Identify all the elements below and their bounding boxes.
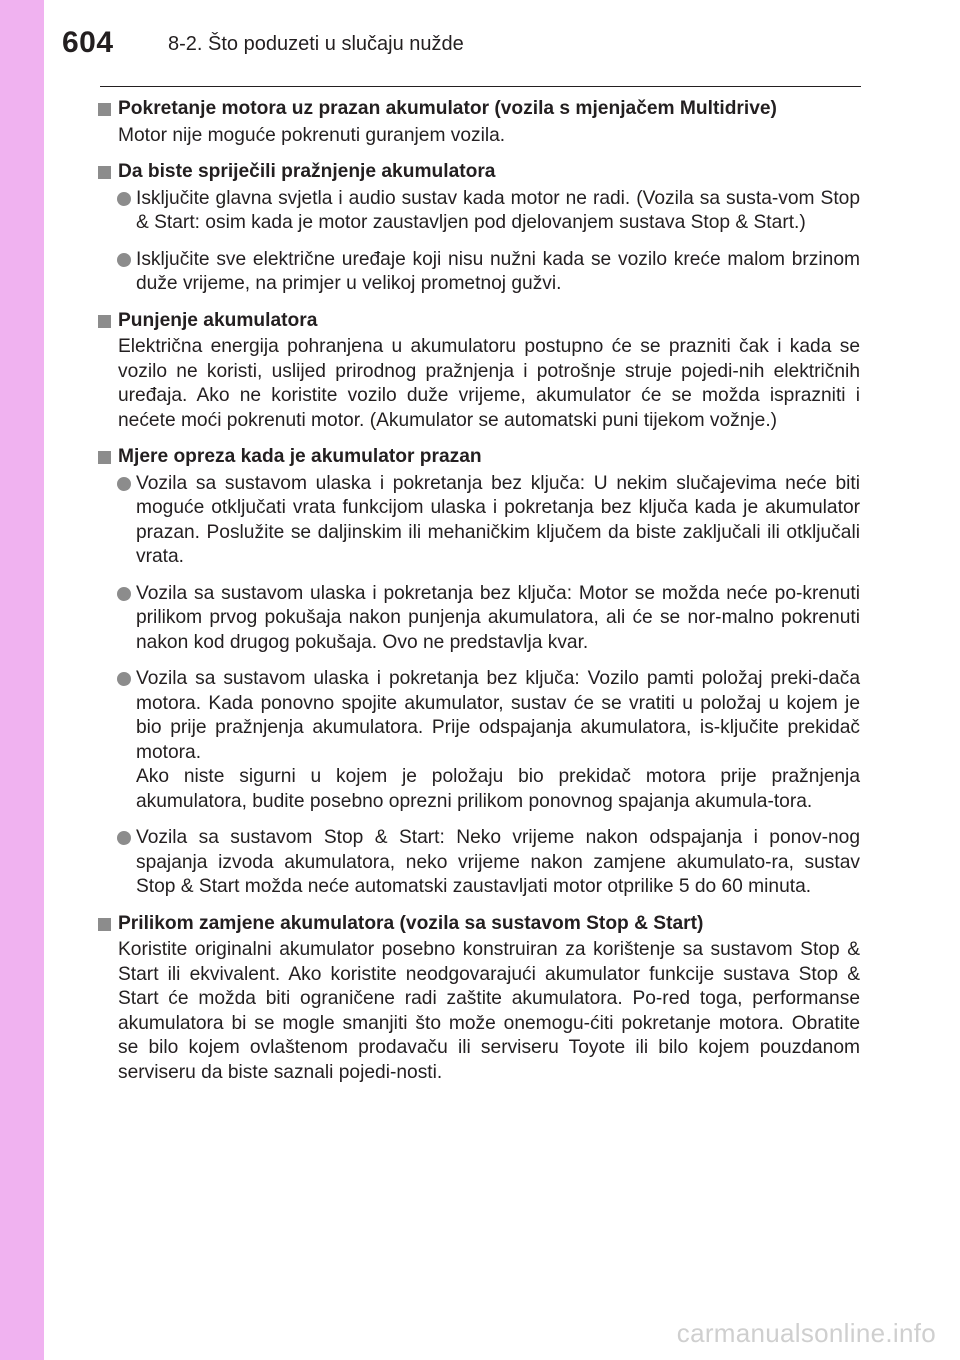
circle-bullet-icon (117, 672, 131, 686)
square-bullet-icon (98, 451, 111, 464)
site-watermark: carmanualsonline.info (676, 1318, 936, 1348)
header-rule (100, 86, 861, 87)
section-heading: Mjere opreza kada je akumulator prazan (98, 445, 860, 470)
square-bullet-icon (98, 103, 111, 116)
list-item: Isključite sve električne uređaje koji nisu nužni kada se vozilo kreće malom brzinom duže vrijeme, na primjer u velikoj prometnoj gužvi. (98, 248, 860, 297)
section-heading: Prilikom zamjene akumulatora (vozila sa sustavom Stop & Start) (98, 912, 860, 937)
section-paragraph: Motor nije moguće pokrenuti guranjem vozila. (118, 124, 506, 146)
section-title: 8-2. Što poduzeti u slučaju nužde (168, 33, 464, 55)
section-precautions (98, 445, 860, 900)
section-charging (98, 309, 860, 434)
chapter-color-strip (0, 0, 44, 1360)
section-prevent-discharge (98, 160, 860, 297)
section-start-engine (98, 97, 860, 148)
circle-bullet-icon (117, 253, 131, 267)
circle-bullet-icon (117, 587, 131, 601)
list-item: Isključite glavna svjetla i audio sustav kada motor ne radi. (Vozila sa susta-vom Stop & Start: osim kada je motor zaustavljen pod djelovanjem sustava Stop & Start.) (98, 187, 860, 236)
page-number: 604 (62, 26, 114, 59)
list-item: Vozila sa sustavom Stop & Start: Neko vrijeme nakon odspajanja i ponov-nog spajanja izvoda akumulatora, neko vrijeme nakon zamjene akumulato-ra, sustav Stop & Start možda neće automatski zaustavljati motor otprilike 5 do 60 minuta. (98, 826, 860, 900)
section-heading: Pokretanje motora uz prazan akumulator (vozila s mjenjačem Multidrive) (98, 97, 860, 122)
page-content (98, 97, 860, 1097)
section-paragraph: Koristite originalni akumulator posebno konstruiran za korištenje sa sustavom Stop & Start ili ekvivalent. Ako koristite neodgovarajući akumulator funkcije sustava Stop & Start će možda biti ograničene radi zaštite akumulatora. Po-red toga, performanse akumulatora bi se mogle smanjiti što može onemogu-ćiti pokretanje motora. Obratite se bilo kojem ovlaštenom prodavaču ili serviseru Toyote ili bilo kojem pouzdanom serviseru da biste saznali pojedi-nosti. (118, 939, 860, 1083)
section-heading: Punjenje akumulatora (98, 309, 860, 334)
circle-bullet-icon (117, 831, 131, 845)
square-bullet-icon (98, 315, 111, 328)
list-item: Vozila sa sustavom ulaska i pokretanja bez ključa: Motor se možda neće po-krenuti prilikom prvog pokušaja nakon punjenja akumulatora, ali će se nor-malno pokrenuti nakon kod drugog pokušaja. Ovo ne predstavlja kvar. (98, 582, 860, 656)
section-battery-replacement (98, 912, 860, 1086)
square-bullet-icon (98, 166, 111, 179)
circle-bullet-icon (117, 477, 131, 491)
square-bullet-icon (98, 918, 111, 931)
list-item: Vozila sa sustavom ulaska i pokretanja bez ključa: U nekim slučajevima neće biti moguće otključati vrata funkcijom ulaska i pokretanja bez ključa kada je akumulator prazan. Poslužite se daljinskim ili mehaničkim ključem da biste zaključali ili otključali vrata. (98, 472, 860, 570)
list-item: Vozila sa sustavom ulaska i pokretanja bez ključa: Vozilo pamti položaj preki-dača motora. Kada ponovno spojite akumulator, sustav će se vratiti u položaj u kojem je bio prije pražnjenja akumulatora. Prije odspajanja akumulatora, is-ključite prekidač motora. Ako niste sigurni u kojem je položaju bio prekidač motora prije pražnjenja akumulatora, budite posebno oprezni prilikom ponovnog spajanja akumula-tora. (98, 667, 860, 814)
section-heading: Da biste spriječili pražnjenje akumulatora (98, 160, 860, 185)
circle-bullet-icon (117, 192, 131, 206)
section-paragraph: Električna energija pohranjena u akumulatoru postupno će se prazniti čak i kada se vozilo ne koristi, uslijed prirodnog pražnjenja i potrošnje struje pojedi-nih električnih uređaja. Ako ne koristite vozilo duže vrijeme, akumulator će se možda isprazniti i nećete moći pokrenuti motor. (Akumulator se automatski puni tijekom vožnje.) (118, 336, 860, 431)
